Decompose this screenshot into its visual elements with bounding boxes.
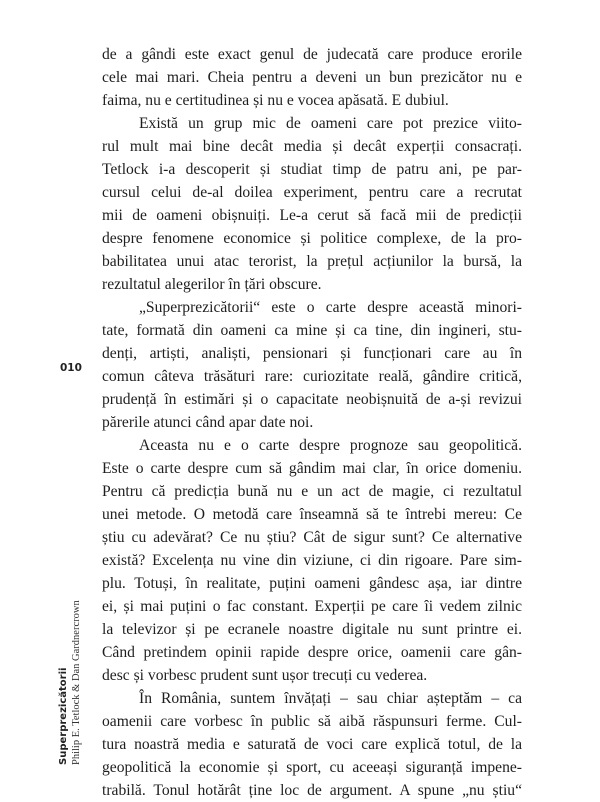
text-line: știu cu adevărat? Ce nu știu? Cât de sigur sunt? Ce alternative bbox=[102, 529, 522, 546]
text-line: tate, formată din oameni ca mine și ca tine, din ingineri, stu- bbox=[102, 322, 522, 339]
body-text bbox=[102, 43, 522, 802]
text-line: În România, suntem învățați – sau chiar așteptăm – ca bbox=[139, 690, 522, 707]
text-line: Pentru că predicția bună nu e un act de magie, ci rezultatul bbox=[102, 483, 522, 500]
text-line: Aceasta nu e o carte despre prognoze sau geopolitică. bbox=[139, 437, 522, 454]
text-line: unei metode. O metodă care înseamnă să te întrebi mereu: Ce bbox=[102, 506, 522, 523]
text-line: faima, nu e certitudinea și nu e vocea apăsată. E dubiul. bbox=[102, 92, 449, 109]
running-head-title: Superprezicătorii bbox=[58, 667, 69, 765]
text-line: denți, artiști, analiști, pensionari și funcționari care au în bbox=[102, 345, 522, 362]
paragraph-2 bbox=[102, 112, 522, 296]
paragraph-4 bbox=[102, 434, 522, 687]
text-line: desc și vorbesc prudent sunt ușor trecuți cu vederea. bbox=[102, 667, 428, 684]
text-line: plu. Totuși, în realitate, puțini oameni gândesc așa, iar dintre bbox=[102, 575, 522, 592]
page-number: 010 bbox=[60, 362, 82, 374]
text-line: prudență în estimări și o capacitate neobișnuită de a-și revizui bbox=[102, 391, 522, 408]
paragraph-5 bbox=[102, 687, 522, 802]
text-line: părerile atunci când apar date noi. bbox=[102, 414, 314, 431]
text-line: la televizor și pe ecranele noastre digitale nu sunt printre ei. bbox=[102, 621, 522, 638]
text-line: cursul celui de-al doilea experiment, pentru care a recrutat bbox=[102, 184, 522, 201]
running-head-authors: Philip E. Tetlock & Dan Gardnercrown bbox=[71, 600, 82, 765]
text-line: ei, și mai puțini o fac constant. Experții pe care îi vedem zilnic bbox=[102, 598, 522, 615]
text-line: babilitatea unui atac terorist, la prețul acțiunilor la bursă, la bbox=[102, 253, 522, 270]
text-line: comun câteva trăsături rare: curiozitate reală, gândire critică, bbox=[102, 368, 522, 385]
text-line: cele mai mari. Cheia pentru a deveni un bun prezicător nu e bbox=[102, 69, 522, 86]
text-line: de a gândi este exact genul de judecată care produce erorile bbox=[102, 46, 522, 63]
text-line: trabilă. Tonul hotărât ține loc de argument. A spune „nu știu“ bbox=[102, 782, 522, 799]
text-line: oamenii care vorbesc în public să aibă răspunsuri ferme. Cul- bbox=[102, 713, 522, 730]
text-line: tura noastră media e saturată de voci care explică totul, de la bbox=[102, 736, 522, 753]
text-line: Tetlock i-a descoperit și studiat timp de patru ani, pe par- bbox=[102, 161, 522, 178]
text-line: rezultatul alegerilor în țări obscure. bbox=[102, 276, 322, 293]
text-line: Este o carte despre cum să gândim mai clar, în orice domeniu. bbox=[102, 460, 522, 477]
text-line: există? Excelența nu vine din viziune, ci din rigoare. Pare sim- bbox=[102, 552, 522, 569]
text-line: „Superprezicătorii“ este o carte despre această minori- bbox=[139, 299, 522, 316]
text-line: geopolitică la economie și sport, cu aceeași siguranță impene- bbox=[102, 759, 522, 776]
paragraph-3 bbox=[102, 296, 522, 434]
paragraph-1 bbox=[102, 43, 522, 112]
text-line: despre fenomene economice și politice complexe, de la pro- bbox=[102, 230, 522, 247]
running-head bbox=[57, 600, 83, 765]
text-line: mii de oameni obișnuiți. Le-a cerut să facă mii de predicții bbox=[102, 207, 522, 224]
text-line: Când pretindem opinii rapide despre orice, oamenii care gân- bbox=[102, 644, 522, 661]
text-line: rul mult mai bine decât media și decât experții consacrați. bbox=[102, 138, 522, 155]
text-line: Există un grup mic de oameni care pot prezice viito- bbox=[139, 115, 522, 132]
